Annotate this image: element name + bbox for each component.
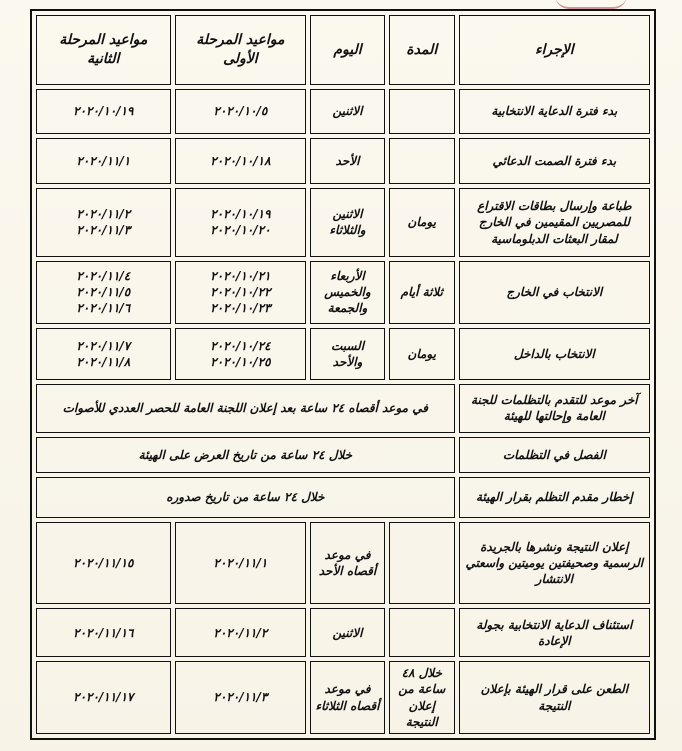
row-duration: يومان bbox=[389, 328, 455, 381]
row-phase2-date: ٢٠٢٠/١٠/١٩ bbox=[36, 89, 171, 134]
row-action: بدء فترة الصمت الدعائي bbox=[459, 138, 650, 185]
row-action: استئناف الدعاية الانتخابية بجولة الإعادة bbox=[459, 608, 650, 657]
row-action: الانتخاب بالداخل bbox=[459, 328, 650, 381]
date-line: ٢٠٢٠/١١/٤ bbox=[76, 268, 131, 283]
row-phase1-date: ٢٠٢٠/١١/٢ bbox=[175, 608, 307, 657]
table-row bbox=[36, 138, 650, 185]
row-action: الطعن على قرار الهيئة بإعلان النتيجة bbox=[459, 661, 650, 734]
row-duration bbox=[389, 522, 455, 605]
schedule-table-frame bbox=[30, 9, 656, 740]
row-action: إعلان النتيجة ونشرها بالجريدة الرسمية وصحيفتين يوميتين واسعتي الانتشار bbox=[459, 522, 650, 605]
header-action: الإجراء bbox=[459, 15, 650, 85]
table-row bbox=[36, 188, 650, 257]
row-phase2-dates bbox=[36, 188, 171, 257]
row-action: الفصل في التظلمات bbox=[459, 437, 650, 473]
row-duration bbox=[389, 608, 455, 657]
table-row bbox=[36, 608, 650, 657]
date-line: ٢٠٢٠/١١/٧ bbox=[76, 338, 131, 353]
table-row bbox=[36, 261, 650, 324]
table-row bbox=[36, 89, 650, 134]
row-phase2-date: ٢٠٢٠/١١/١ bbox=[36, 138, 171, 185]
header-day: اليوم bbox=[310, 15, 385, 85]
row-day: الأحد bbox=[310, 138, 385, 185]
row-phase1-date: ٢٠٢٠/١١/٣ bbox=[175, 661, 307, 734]
row-duration bbox=[389, 138, 455, 185]
row-phase2-dates bbox=[36, 261, 171, 324]
row-action: إخطار مقدم التظلم بقرار الهيئة bbox=[459, 477, 650, 517]
row-action: الانتخاب في الخارج bbox=[459, 261, 650, 324]
row-day: في موعد أقصاه الأحد bbox=[310, 522, 385, 605]
row-action: بدء فترة الدعاية الانتخابية bbox=[459, 89, 650, 134]
row-phase1-dates bbox=[175, 188, 307, 257]
table-row bbox=[36, 522, 650, 605]
date-line: ٢٠٢٠/١٠/٢٣ bbox=[210, 301, 271, 316]
date-line: ٢٠٢٠/١١/٥ bbox=[76, 285, 131, 300]
row-phase1-date: ٢٠٢٠/١٠/٥ bbox=[175, 89, 307, 134]
row-day: الاثنين bbox=[310, 89, 385, 134]
row-action: آخر موعد للتقدم بالتظلمات للجنة العامة وإحالتها للهيئة bbox=[459, 384, 650, 433]
table-row bbox=[36, 477, 650, 517]
date-line: ٢٠٢٠/١٠/٢٥ bbox=[210, 354, 271, 369]
row-merged-note: خلال ٢٤ ساعة من تاريخ صدوره bbox=[36, 477, 455, 517]
date-line: ٢٠٢٠/١٠/٢١ bbox=[210, 268, 271, 283]
row-phase1-date: ٢٠٢٠/١٠/١٨ bbox=[175, 138, 307, 185]
row-day: الاثنين bbox=[310, 608, 385, 657]
date-line: ٢٠٢٠/١٠/١٩ bbox=[210, 207, 271, 222]
row-phase2-date: ٢٠٢٠/١١/١٦ bbox=[36, 608, 171, 657]
date-line: ٢٠٢٠/١٠/٢٤ bbox=[210, 338, 271, 353]
date-line: ٢٠٢٠/١١/٨ bbox=[76, 354, 131, 369]
table-row bbox=[36, 384, 650, 433]
row-day: السبت والأحد bbox=[310, 328, 385, 381]
table-row bbox=[36, 328, 650, 381]
schedule-table bbox=[32, 11, 654, 738]
header-duration: المدة bbox=[389, 15, 455, 85]
date-line: ٢٠٢٠/١٠/٢٠ bbox=[210, 223, 271, 238]
row-duration bbox=[389, 89, 455, 134]
row-phase2-dates bbox=[36, 328, 171, 381]
table-row bbox=[36, 661, 650, 734]
date-line: ٢٠٢٠/١١/٦ bbox=[76, 301, 131, 316]
row-phase2-date: ٢٠٢٠/١١/١٥ bbox=[36, 522, 171, 605]
row-phase1-dates bbox=[175, 261, 307, 324]
date-line: ٢٠٢٠/١١/٢ bbox=[76, 207, 131, 222]
row-duration: خلال ٤٨ ساعة من إعلان النتيجة bbox=[389, 661, 455, 734]
row-day: في موعد أقصاه الثلاثاء bbox=[310, 661, 385, 734]
table-row bbox=[36, 437, 650, 473]
date-line: ٢٠٢٠/١١/٣ bbox=[76, 223, 131, 238]
row-day: الأربعاء والخميس والجمعة bbox=[310, 261, 385, 324]
row-phase1-dates bbox=[175, 328, 307, 381]
header-phase2: مواعيد المرحلة الثانية bbox=[36, 15, 171, 85]
row-duration: ثلاثة أيام bbox=[389, 261, 455, 324]
page-edge-mark bbox=[555, 0, 627, 9]
row-phase1-date: ٢٠٢٠/١١/١ bbox=[175, 522, 307, 605]
row-action: طباعة وإرسال بطاقات الاقتراع للمصريين المقيمين في الخارج لمقار البعثات الدبلوماسية bbox=[459, 188, 650, 257]
row-day: الاثنين والثلاثاء bbox=[310, 188, 385, 257]
date-line: ٢٠٢٠/١٠/٢٢ bbox=[210, 285, 271, 300]
row-merged-note: خلال ٢٤ ساعة من تاريخ العرض على الهيئة bbox=[36, 437, 455, 473]
row-merged-note: في موعد أقصاه ٢٤ ساعة بعد إعلان اللجنة العامة للحصر العددي للأصوات bbox=[36, 384, 455, 433]
row-duration: يومان bbox=[389, 188, 455, 257]
header-phase1: مواعيد المرحلة الأولى bbox=[175, 15, 307, 85]
row-phase2-date: ٢٠٢٠/١١/١٧ bbox=[36, 661, 171, 734]
